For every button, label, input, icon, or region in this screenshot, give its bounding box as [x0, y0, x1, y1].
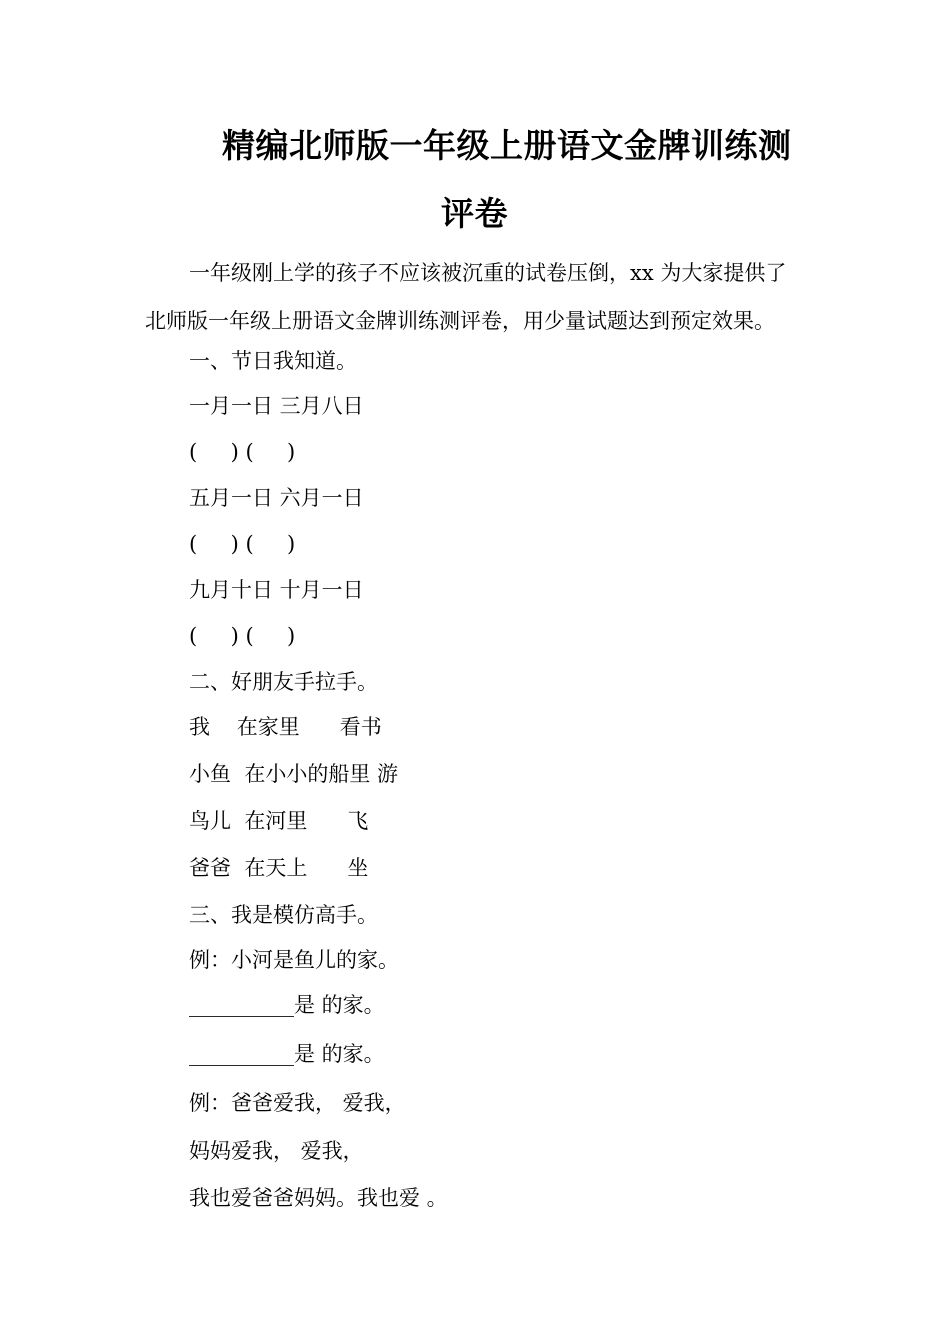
section-3-row: 我也爱爸爸妈妈。我也爱 。 [189, 1186, 448, 1210]
section-1-heading: 一、节日我知道。 [189, 349, 357, 373]
intro-paragraph-line-2: 北师版一年级上册语文金牌训练测评卷，用少量试题达到预定效果。 [145, 309, 775, 333]
intro-paragraph-line-1: 一年级刚上学的孩子不应该被沉重的试卷压倒，xx 为大家提供了 [189, 261, 787, 285]
page-title-line-1: 精编北师版一年级上册语文金牌训练测 [222, 126, 792, 165]
section-3-row: 妈妈爱我， 爱我， [189, 1139, 364, 1163]
section-3-row: __________是 的家。 [189, 1042, 385, 1066]
section-2-row: 爸爸 在天上 坐 [189, 856, 369, 880]
section-1-row: 五月一日 六月一日 [189, 486, 364, 510]
section-3-heading: 三、我是模仿高手。 [189, 903, 378, 927]
section-2-row: 鸟儿 在河里 飞 [189, 809, 369, 833]
section-1-row: ( ) ( ) [189, 624, 296, 648]
section-3-row: __________是 的家。 [189, 993, 385, 1017]
section-1-row: ( ) ( ) [189, 532, 296, 556]
page-title-line-2: 评卷 [441, 194, 508, 233]
section-3-row: 例：小河是鱼儿的家。 [189, 948, 399, 972]
section-1-row: 九月十日 十月一日 [189, 578, 364, 602]
section-2-row: 小鱼 在小小的船里 游 [189, 762, 399, 786]
section-3-row: 例：爸爸爱我， 爱我， [189, 1091, 406, 1115]
section-1-row: ( ) ( ) [189, 440, 296, 464]
section-2-row: 我 在家里 看书 [189, 715, 382, 739]
section-2-heading: 二、好朋友手拉手。 [189, 670, 378, 694]
section-1-row: 一月一日 三月八日 [189, 394, 364, 418]
